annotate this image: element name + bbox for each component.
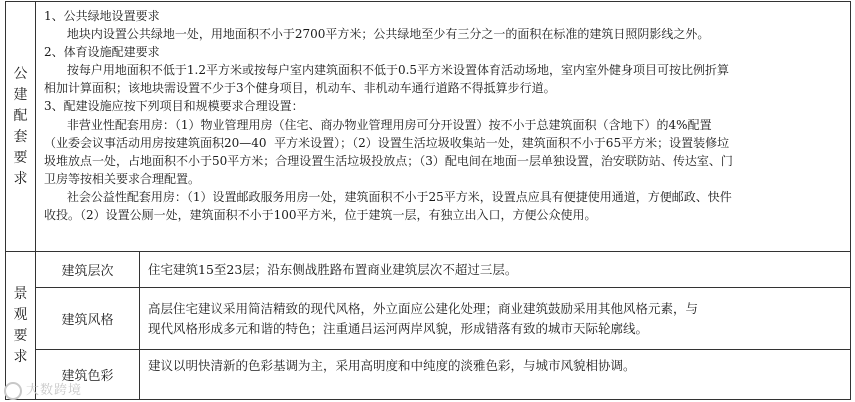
- requirement-line: 住宅建筑15至23层；沿东侧战胜路布置商业建筑层次不超过三层。: [148, 261, 518, 277]
- requirement-line: 非营业性配套用房：（1）物业管理用房（住宅、商办物业管理用房可分开设置）按不小于总建筑面积（含地下）的4%配置: [44, 117, 712, 132]
- requirement-line: 圾堆放点一处，占地面积不小于50平方米；合理设置生活垃圾投放点；（3）配电间在地面一层单独设置，治安联防站、传达室、门: [44, 153, 733, 168]
- label-char: 套: [13, 128, 28, 145]
- sub-label-storeys: 建筑层次: [36, 252, 140, 288]
- label-char: 求: [13, 348, 28, 365]
- requirement-line: 收投。（2）设置公厕一处，建筑面积不小于100平方米，位于建筑一层，有独立出入口，方便公众使用。: [44, 208, 597, 223]
- requirement-line: 现代风格形成多元和谐的特色；注重通吕运河两岸风貌，形成错落有致的城市天际轮廓线。: [148, 320, 649, 336]
- supporting-facilities-label: [6, 2, 36, 252]
- requirement-line: 相加计算面积；该地块需设置不少于3个健身项目，机动车、非机动车通行道路不得抵算步行道。: [44, 81, 556, 96]
- label-char: 配: [13, 107, 28, 124]
- label-char: 求: [13, 170, 28, 187]
- requirement-line: 建议以明快清新的色彩基调为主，采用高明度和中纯度的淡雅色彩，与城市风貌相协调。: [148, 358, 636, 373]
- sub-label-colour: 建筑色彩: [36, 350, 140, 400]
- watermark-circle-icon: [4, 382, 22, 400]
- requirements-table: [5, 1, 851, 400]
- requirement-line: 2、体育设施配建要求: [44, 45, 160, 60]
- sub-value-style: [140, 288, 851, 350]
- requirement-line: 3、配建设施应按下列项目和规模要求合理设置：: [44, 99, 304, 114]
- sub-value-storeys: [140, 252, 851, 288]
- supporting-facilities-row: [6, 2, 851, 252]
- requirement-line: 卫房等按相关要求合理配置。: [44, 171, 201, 186]
- sub-label-style: 建筑风格: [36, 288, 140, 350]
- sub-value-colour: [140, 350, 851, 400]
- label-char: 观: [13, 306, 28, 323]
- label-char: 要: [13, 327, 28, 344]
- requirement-line: 社会公益性配套用房：（1）设置邮政服务用房一处，建筑面积不小于25平方米，设置点应具有便捷使用通道，方便邮政、快件: [44, 189, 732, 204]
- supporting-facilities-content: [36, 2, 851, 252]
- landscape-requirements-label: [6, 252, 36, 400]
- label-char: 景: [13, 285, 28, 302]
- landscape-row-storeys: [6, 252, 851, 288]
- label-char: 建: [13, 86, 28, 103]
- requirement-line: 地块内设置公共绿地一处，用地面积不小于2700平方米；公共绿地至少有三分之一的面积在标准的建筑日照阴影线之外。: [44, 27, 710, 42]
- landscape-row-colour: [6, 350, 851, 400]
- label-char: 要: [13, 149, 28, 166]
- watermark-logo: [4, 379, 82, 400]
- landscape-row-style: [6, 288, 851, 350]
- watermark-text: 大数跨境: [26, 383, 83, 398]
- requirement-line: 高层住宅建议采用简洁精致的现代风格，外立面应公建化处理；商业建筑鼓励采用其他风格元素，与: [148, 300, 699, 316]
- label-char: 公: [13, 65, 28, 82]
- requirement-line: 1、公共绿地设置要求: [44, 9, 160, 23]
- requirement-line: 按每户用地面积不低于1.2平方米或按每户室内建筑面积不低于0.5平方米设置体育活动场地，室内室外健身项目可按比例折算: [44, 63, 730, 78]
- requirement-line: （业委会议事活动用房按建筑面积20—40 平方米设置）；（2）设置生活垃圾收集站一处，建筑面积不小于65平方米；设置装修垃: [44, 135, 730, 150]
